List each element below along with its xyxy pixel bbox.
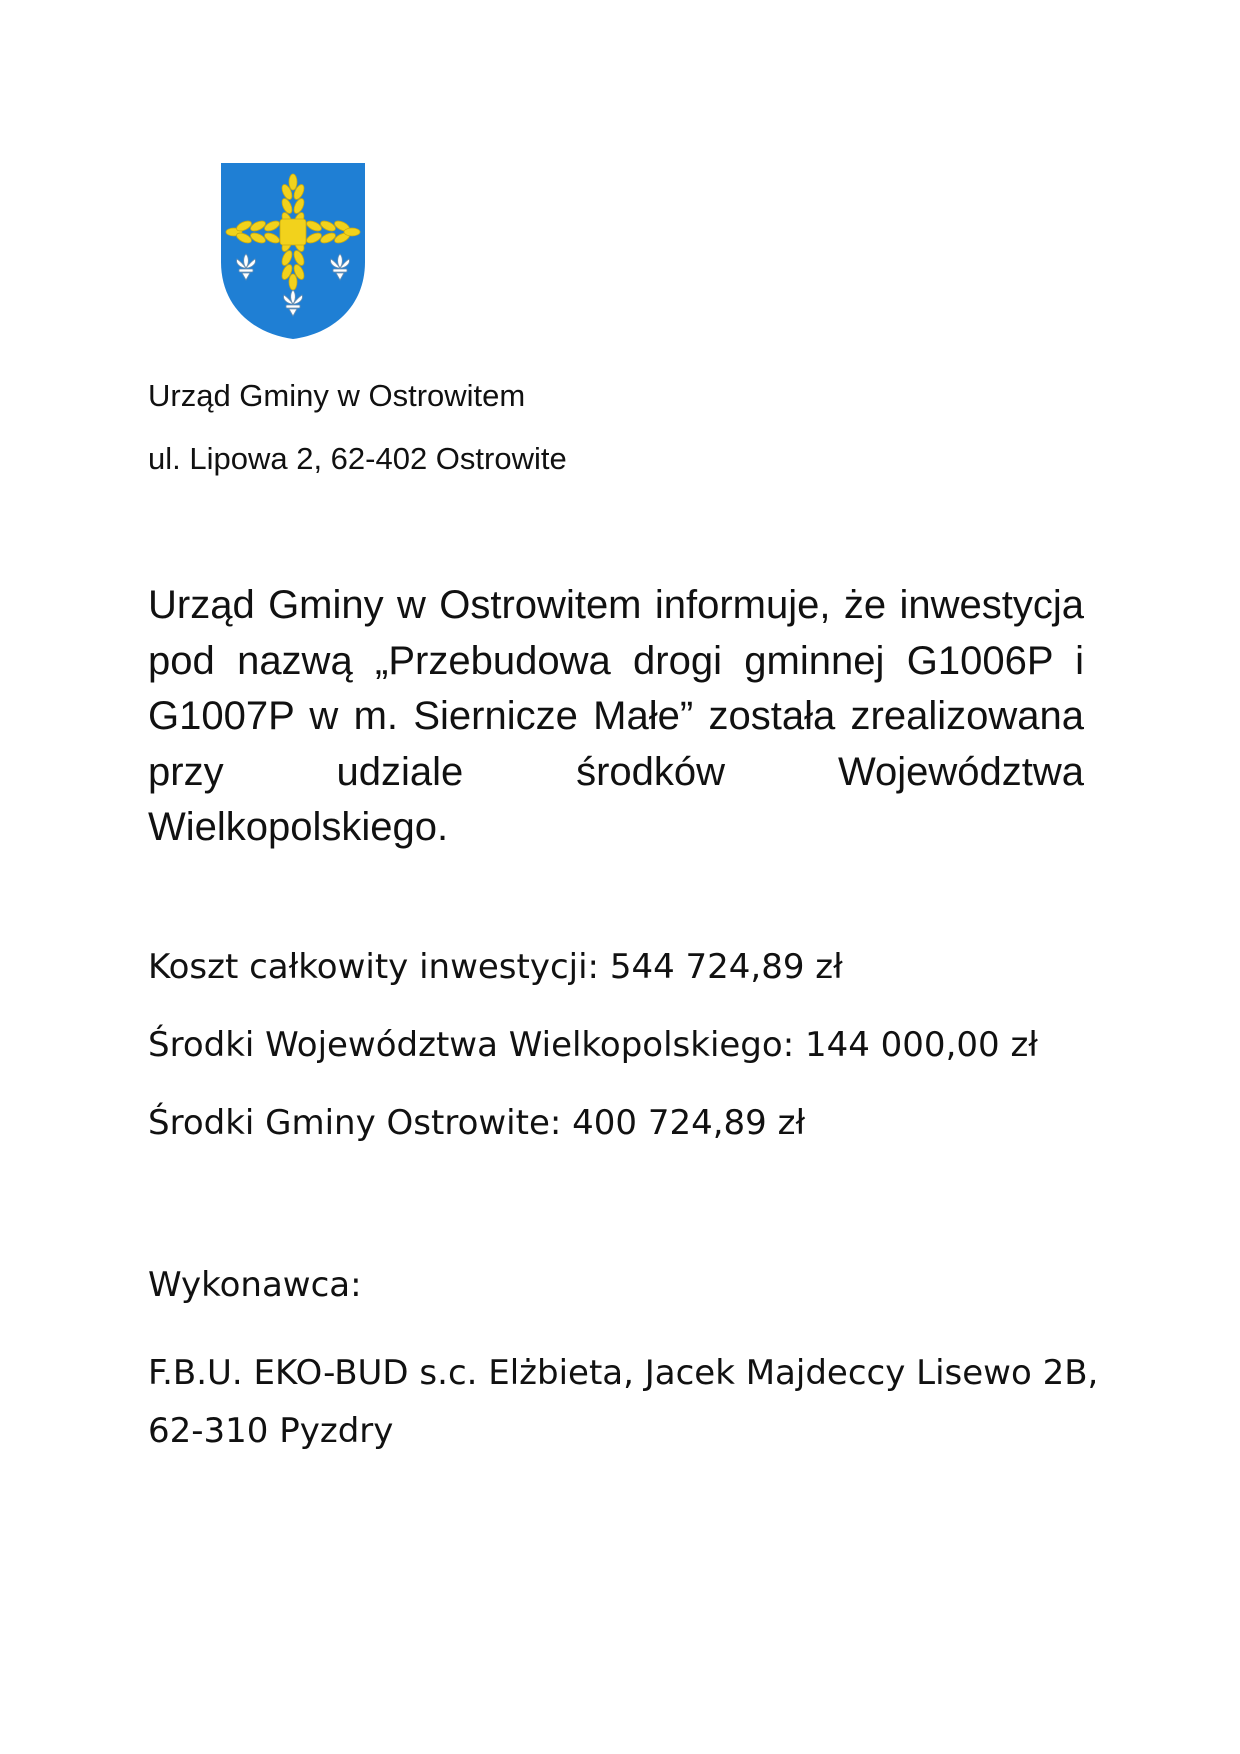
investment-announcement: Urząd Gminy w Ostrowitem informuje, że inwestycja pod nazwą „Przebudowa drogi gminnej G1006P i G1007P w m. Siernicze Małe” została zrealizowana przy udziale środków Województwa Wielkopolskiego.	[148, 583, 1084, 849]
voivodeship-funds-row	[148, 1026, 1038, 1065]
contractor-details: F.B.U. EKO-BUD s.c. Elżbieta, Jacek Majdeccy Lisewo 2B, 62-310 Pyzdry	[148, 1353, 1099, 1452]
office-name: Urząd Gminy w Ostrowitem	[148, 378, 526, 413]
gmina-ostrowite-coat-of-arms-icon	[220, 162, 366, 340]
cost-summary	[148, 948, 1038, 1143]
total-cost-label: Koszt całkowity inwestycji:	[148, 947, 610, 987]
sender-block	[148, 380, 567, 474]
contractor-heading: Wykonawca:	[148, 1265, 362, 1305]
total-cost-row	[148, 948, 1038, 987]
total-cost-value: 544 724,89 zł	[609, 947, 843, 987]
voivodeship-funds-label: Środki Województwa Wielkopolskiego:	[148, 1025, 805, 1066]
municipality-funds-row	[148, 1104, 1038, 1143]
contractor-block	[148, 1266, 1108, 1460]
voivodeship-funds-value: 144 000,00 zł	[804, 1025, 1038, 1066]
office-address: ul. Lipowa 2, 62-402 Ostrowite	[148, 441, 567, 476]
municipality-funds-label: Środki Gminy Ostrowite:	[148, 1103, 573, 1144]
municipality-funds-value: 400 724,89 zł	[572, 1103, 806, 1144]
